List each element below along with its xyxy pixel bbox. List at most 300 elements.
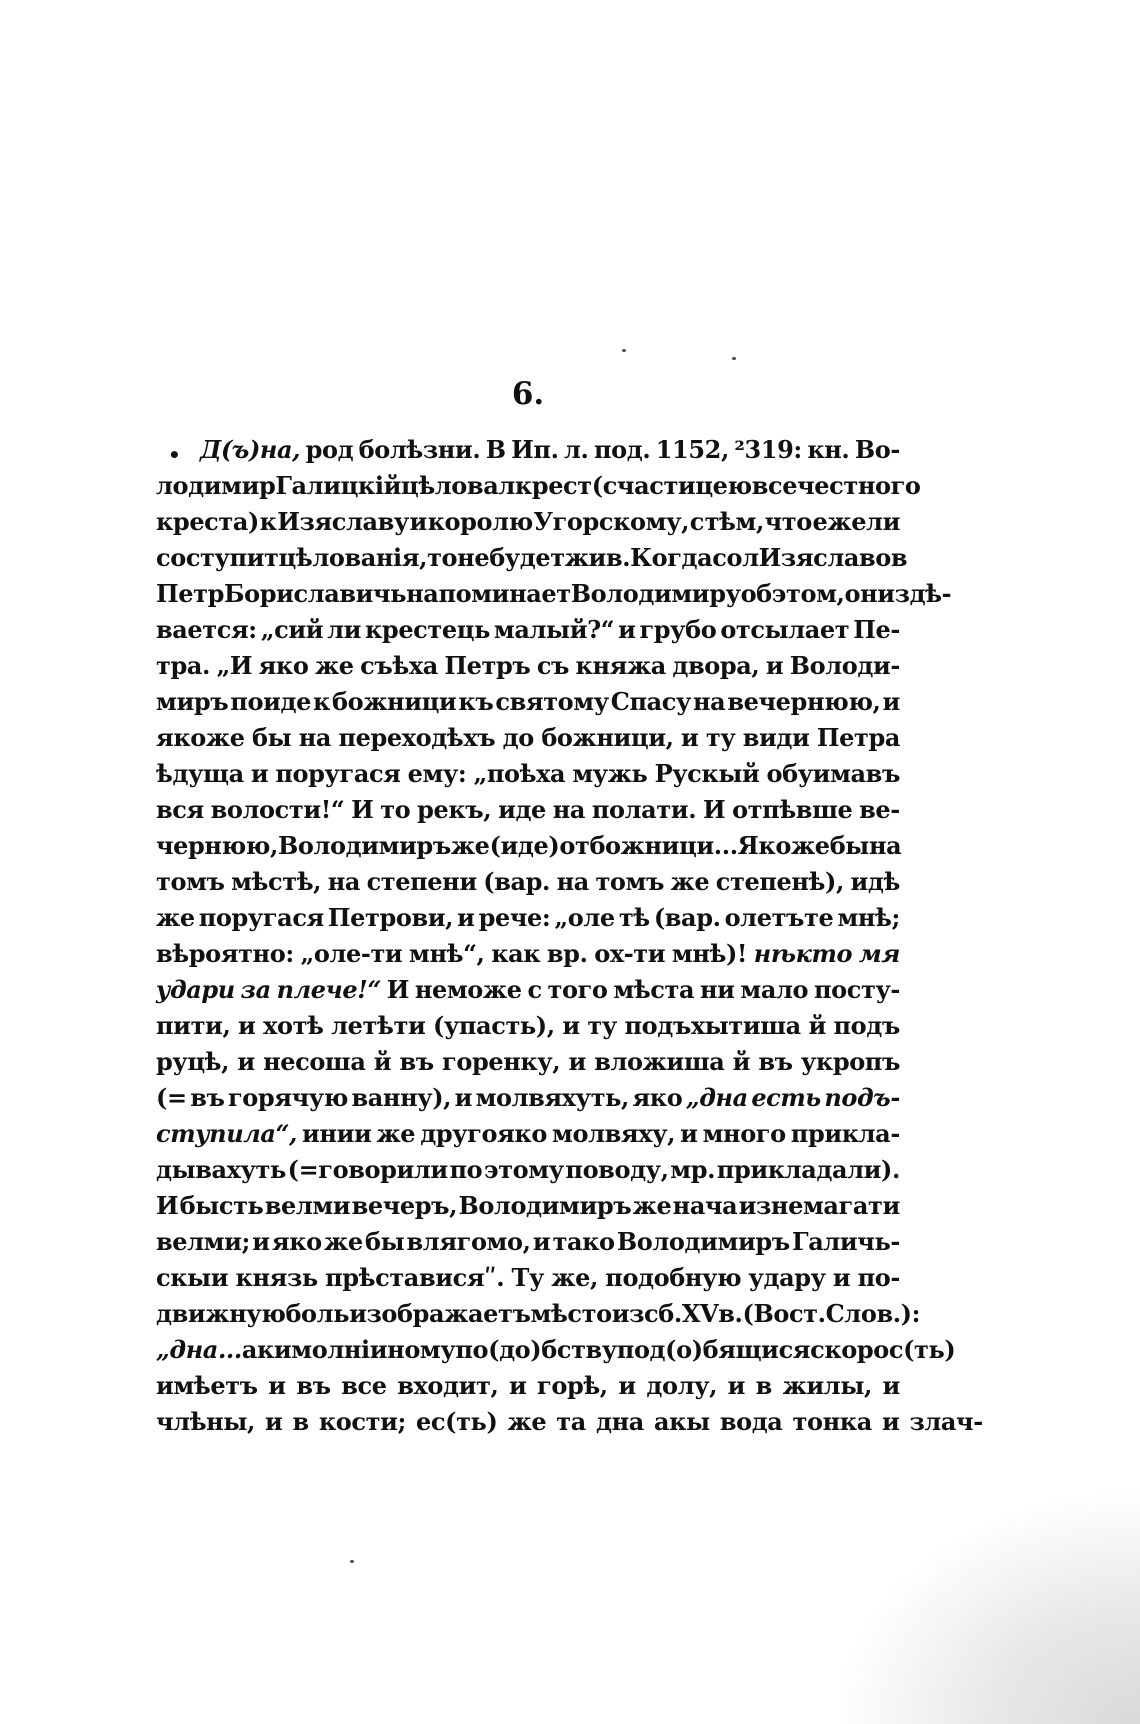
italic-word: за (240, 975, 271, 1004)
word: с (527, 975, 542, 1004)
word: мѣстѣ, (231, 867, 322, 896)
word: инии (302, 1119, 372, 1148)
word: (вар. (653, 903, 721, 932)
text-line (156, 720, 900, 756)
italic-word: мя (858, 939, 900, 968)
word: об (740, 579, 772, 608)
word: сб. (644, 1299, 682, 1328)
word: Бориславичь (224, 579, 407, 608)
word: Володимиръ (277, 831, 451, 860)
word: же (450, 831, 490, 860)
word: и (832, 1263, 851, 1292)
word: миръ (156, 687, 229, 716)
word: и (252, 1227, 270, 1256)
word: вечернюю, (727, 687, 881, 716)
word: вается: (156, 615, 257, 644)
word: ли (327, 615, 362, 644)
word: и (681, 723, 699, 752)
word: волости!“ (210, 795, 345, 824)
word: божници (331, 687, 457, 716)
text-line (156, 1080, 900, 1116)
word: отпѣвше (732, 795, 853, 824)
italic-word: Д(ъ)на, (200, 435, 301, 464)
word: на (552, 795, 586, 824)
word: Галицкій (275, 471, 401, 500)
word: полати. (591, 795, 697, 824)
word: мр. (670, 1155, 716, 1184)
word: чернюю, (156, 831, 278, 860)
italic-word: плече!“ (276, 975, 381, 1004)
word: другояко (420, 1119, 547, 1148)
word: кн. (807, 435, 850, 464)
word: неможе (414, 975, 522, 1004)
word: ту (587, 1011, 617, 1040)
word: Угорскому, (533, 507, 690, 536)
word: й (808, 1011, 826, 1040)
text-line (156, 864, 900, 900)
word: Рускый (654, 759, 760, 788)
word: ежели (812, 507, 900, 536)
word: и (457, 903, 475, 932)
word: въ (190, 1083, 225, 1112)
word: тѣм, (704, 507, 764, 536)
word: издѣ- (877, 579, 952, 608)
word: И (351, 795, 374, 824)
word: этом, (771, 579, 845, 608)
word: томъ (595, 867, 664, 896)
word: в (755, 1371, 772, 1400)
word: нача (672, 1191, 738, 1220)
word: же (632, 1191, 672, 1220)
word: „сий (260, 615, 324, 644)
word: по- (857, 1263, 900, 1292)
word: дывахуть (156, 1155, 286, 1184)
text-line (156, 1368, 900, 1404)
text-line (156, 828, 900, 864)
word: „И (216, 651, 253, 680)
word: то (380, 795, 411, 824)
scan-mark (350, 1560, 354, 1563)
word: ²319: (734, 435, 802, 464)
word: много (702, 1119, 786, 1148)
word: подобную (605, 1263, 742, 1292)
word: вложиша (594, 1047, 725, 1076)
word: пити, (156, 1011, 231, 1040)
word: велми; (156, 1227, 250, 1256)
text-line (156, 468, 921, 504)
text-line (156, 792, 900, 828)
word: что (764, 507, 812, 536)
text-line (156, 504, 900, 540)
word: вр. (546, 939, 588, 968)
word: мужь (572, 759, 648, 788)
word: (иде) (489, 831, 560, 860)
word: обуимавъ (766, 759, 900, 788)
word: ванну), (351, 1083, 452, 1112)
word: и (265, 1407, 283, 1436)
word: мнѣ; (837, 903, 900, 932)
word: бысть (179, 1191, 264, 1220)
word: имѣетъ (156, 1371, 258, 1400)
word: княжа (575, 651, 666, 680)
word: Яко (737, 831, 791, 860)
word: сол (712, 543, 759, 572)
word: посту- (813, 975, 900, 1004)
word: и (238, 1011, 256, 1040)
word: движную (156, 1299, 286, 1328)
word: жив. (564, 543, 631, 572)
word: тра. (156, 651, 210, 680)
word: частицею (616, 471, 752, 500)
text-line (156, 432, 900, 468)
word: „оле (554, 903, 615, 932)
word: цѣловал (400, 471, 515, 500)
word: Петръ (444, 651, 531, 680)
word: святому (495, 687, 609, 716)
italic-word: „дна (685, 1083, 748, 1112)
italic-word: ступила“, (156, 1119, 297, 1148)
word: „поѣха (473, 759, 566, 788)
text-line (156, 540, 908, 576)
word: и (568, 1047, 586, 1076)
word: ес(ть) (416, 1407, 498, 1436)
scan-mark (622, 349, 626, 352)
word: соступит (156, 543, 279, 572)
word: летѣти (331, 1011, 426, 1040)
word: та (556, 1407, 586, 1436)
italic-word: нѣкто (753, 939, 853, 968)
word: как (491, 939, 541, 968)
text-line (156, 1152, 900, 1188)
word: королю (427, 507, 533, 536)
word: переходѣхъ (338, 723, 496, 752)
word: молвяху, (552, 1119, 676, 1148)
word: мнѣ“, (409, 939, 485, 968)
word: на (868, 831, 902, 860)
word: и (680, 1119, 698, 1148)
text-line (156, 1044, 900, 1080)
italic-word: есть (751, 1083, 821, 1112)
word: ему: (407, 759, 467, 788)
word: члѣны, (156, 1407, 255, 1436)
word: къ (458, 687, 494, 716)
word: подъхытиша (624, 1011, 801, 1040)
word: Галичь- (792, 1227, 900, 1256)
word: степени (366, 867, 477, 896)
word: того (547, 975, 608, 1004)
text-line (156, 1008, 900, 1044)
word: и (268, 1371, 286, 1400)
word: все (341, 1371, 387, 1400)
word: Петр (156, 579, 224, 608)
text-line (156, 612, 900, 648)
word: идѣ (850, 867, 900, 896)
text-line (156, 1188, 900, 1224)
word: влягомо, (406, 1227, 531, 1256)
word: цѣлованія, (278, 543, 428, 572)
word: якоже (156, 723, 245, 752)
word: же (314, 651, 354, 680)
word: Петра (816, 723, 900, 752)
word: же, (551, 1263, 598, 1292)
word: от (559, 831, 590, 860)
text-line (156, 972, 900, 1008)
word: Изяславов (758, 543, 908, 572)
word: акы (653, 1407, 710, 1436)
word: изображаетъ (349, 1299, 531, 1328)
word: Изяславу (277, 507, 409, 536)
word: удару (748, 1263, 826, 1292)
word: в (292, 1407, 309, 1436)
word: же (670, 867, 710, 896)
word: горенку, (442, 1047, 561, 1076)
word: въ (758, 1047, 793, 1076)
word: Ип. (511, 435, 559, 464)
word: (с (591, 471, 617, 500)
word: дна (595, 1407, 644, 1436)
word: изнемагати (738, 1191, 900, 1220)
word: тонка (792, 1407, 872, 1436)
word: Володимиръ (458, 1191, 632, 1220)
word: и (454, 1083, 473, 1112)
word: скорос(ть) (810, 1335, 956, 1364)
word: отсылает (720, 615, 850, 644)
word: й (373, 1047, 392, 1076)
word: долу, (646, 1371, 718, 1400)
word: тако (552, 1227, 615, 1256)
italic-word: „дна... (156, 1335, 242, 1364)
word: мнѣ)! (671, 939, 748, 968)
word: И (386, 975, 409, 1004)
word: съѣха (360, 651, 438, 680)
word: иде (498, 795, 546, 824)
word: под. (593, 435, 651, 464)
word: скыи (156, 1263, 229, 1292)
text-line (156, 684, 900, 720)
word: молвяхуть, (475, 1083, 629, 1112)
word: (= (156, 1083, 187, 1112)
word: ни (699, 975, 735, 1004)
word: то (427, 543, 458, 572)
word: входит, (397, 1371, 499, 1400)
word: же (507, 1407, 547, 1436)
word: и (727, 1371, 746, 1400)
text-line (156, 1116, 900, 1152)
scan-shadow (840, 1494, 1140, 1724)
text-line (156, 756, 900, 792)
word: и (409, 507, 427, 536)
italic-word: подъ- (824, 1083, 900, 1112)
word: мѣсто (530, 1299, 612, 1328)
word: же (790, 831, 830, 860)
word: томъ (156, 867, 225, 896)
word: горѣ, (537, 1371, 608, 1400)
word: руцѣ, (156, 1047, 230, 1076)
word: мѣста (613, 975, 695, 1004)
word: жилы, (782, 1371, 872, 1400)
text-line (156, 1260, 900, 1296)
word: види (742, 723, 810, 752)
word: малый?“ (493, 615, 615, 644)
word: к (259, 507, 277, 536)
word: Володимиру (570, 579, 741, 608)
word: напоминает (406, 579, 571, 608)
word: же (324, 1227, 363, 1256)
word: яко (271, 1227, 322, 1256)
word: поругася (275, 759, 401, 788)
word: боль (285, 1299, 350, 1328)
word: тѣ (618, 903, 650, 932)
word: аки (241, 1335, 292, 1364)
word: бы (829, 831, 869, 860)
word: Во- (854, 435, 900, 464)
word: и (237, 1047, 255, 1076)
word: поводу, (565, 1155, 669, 1184)
word: поиде (230, 687, 311, 716)
text-line (156, 1296, 921, 1332)
word: подъ (833, 1011, 900, 1040)
word: яко (632, 1083, 683, 1112)
word: Ту (511, 1263, 544, 1292)
word: олетъте (724, 903, 834, 932)
word: бы (252, 723, 292, 752)
text-line (156, 1224, 900, 1260)
word: л. (564, 435, 589, 464)
word: ѣдуща (156, 759, 244, 788)
word: вода (719, 1407, 783, 1436)
word: „оле-ти (300, 939, 403, 968)
word: всечестного (751, 471, 921, 500)
word: вечеръ, (351, 1191, 458, 1220)
word: (упасть), (433, 1011, 555, 1040)
word: и (562, 1011, 580, 1040)
word: (=говорили (287, 1155, 448, 1184)
word: двора, (672, 651, 760, 680)
word: хотѣ (263, 1011, 324, 1040)
word: божници... (589, 831, 738, 860)
word: укропъ (800, 1047, 900, 1076)
word: рекъ, (417, 795, 492, 824)
word: мало (740, 975, 809, 1004)
word: вся (156, 795, 204, 824)
word: ох-ти (594, 939, 666, 968)
word: до (502, 723, 534, 752)
word: В (485, 435, 506, 464)
word: по(до)бству (455, 1335, 617, 1364)
word: въ (399, 1047, 434, 1076)
word: Пе- (853, 615, 900, 644)
word: крест (514, 471, 592, 500)
word: велми (264, 1191, 351, 1220)
word: на (298, 723, 332, 752)
word: И (156, 1191, 179, 1220)
word: на (693, 687, 726, 716)
word: Володи- (789, 651, 900, 680)
word: по (449, 1155, 483, 1184)
word: же (376, 1119, 416, 1148)
text-line (156, 936, 900, 972)
word: на (327, 867, 361, 896)
word: и (765, 651, 784, 680)
entry-text (156, 432, 983, 1440)
word: степенѣ), (715, 867, 844, 896)
word: и (882, 687, 900, 716)
word: лодимир (156, 471, 276, 500)
word: вѣроятно: (156, 939, 294, 968)
word: же (156, 903, 195, 932)
text-line (156, 648, 900, 684)
word: Володимиръ (616, 1227, 790, 1256)
word: Когда (630, 543, 713, 572)
word: род (305, 435, 354, 464)
word: горячую (228, 1083, 348, 1112)
word: и (881, 1407, 900, 1436)
text-line (156, 1332, 956, 1368)
text-line (156, 900, 900, 936)
word: прикладали). (716, 1155, 900, 1184)
word: Спасу (610, 687, 691, 716)
word: 1152, (655, 435, 729, 464)
word: и (618, 1371, 636, 1400)
word: злач- (909, 1407, 983, 1436)
word: под(о)бящися (616, 1335, 811, 1364)
word: на (556, 867, 589, 896)
word: Петрови, (327, 903, 454, 932)
word: молніиному (291, 1335, 456, 1364)
word: рече: (478, 903, 551, 932)
word: ве- (859, 795, 900, 824)
word: в. (718, 1299, 743, 1328)
word: небудет (457, 543, 565, 572)
word: съ (536, 651, 570, 680)
word: поругася (198, 903, 324, 932)
word: ту (705, 723, 736, 752)
word: XV (681, 1299, 719, 1328)
word: этому (483, 1155, 564, 1184)
word: и (509, 1371, 527, 1400)
word: князь (235, 1263, 318, 1292)
page-number: 6. (511, 376, 545, 412)
word: и (532, 1227, 551, 1256)
italic-word: удари (156, 975, 235, 1004)
word: (вар. (483, 867, 551, 896)
word: и (618, 615, 636, 644)
scan-mark (732, 357, 736, 360)
word: бы (364, 1227, 405, 1256)
word: прѣстависяʺ. (325, 1263, 505, 1292)
word: несоша (263, 1047, 366, 1076)
word: Слов.): (825, 1299, 921, 1328)
word: И (702, 795, 726, 824)
word: грубо (639, 615, 717, 644)
word: въ (296, 1371, 331, 1400)
word: он (844, 579, 878, 608)
word: и (882, 1371, 900, 1400)
word: (Вост. (742, 1299, 826, 1328)
word: к (313, 687, 330, 716)
word: й (732, 1047, 751, 1076)
word: с (689, 507, 704, 536)
word: яко (258, 651, 309, 680)
entry-bullet: • (168, 443, 181, 467)
word: и (250, 759, 269, 788)
text-line (156, 576, 952, 612)
word: креста) (156, 507, 259, 536)
word: болѣзни. (358, 435, 481, 464)
word: божници, (541, 723, 674, 752)
text-line (156, 1404, 983, 1440)
word: крестець (365, 615, 490, 644)
